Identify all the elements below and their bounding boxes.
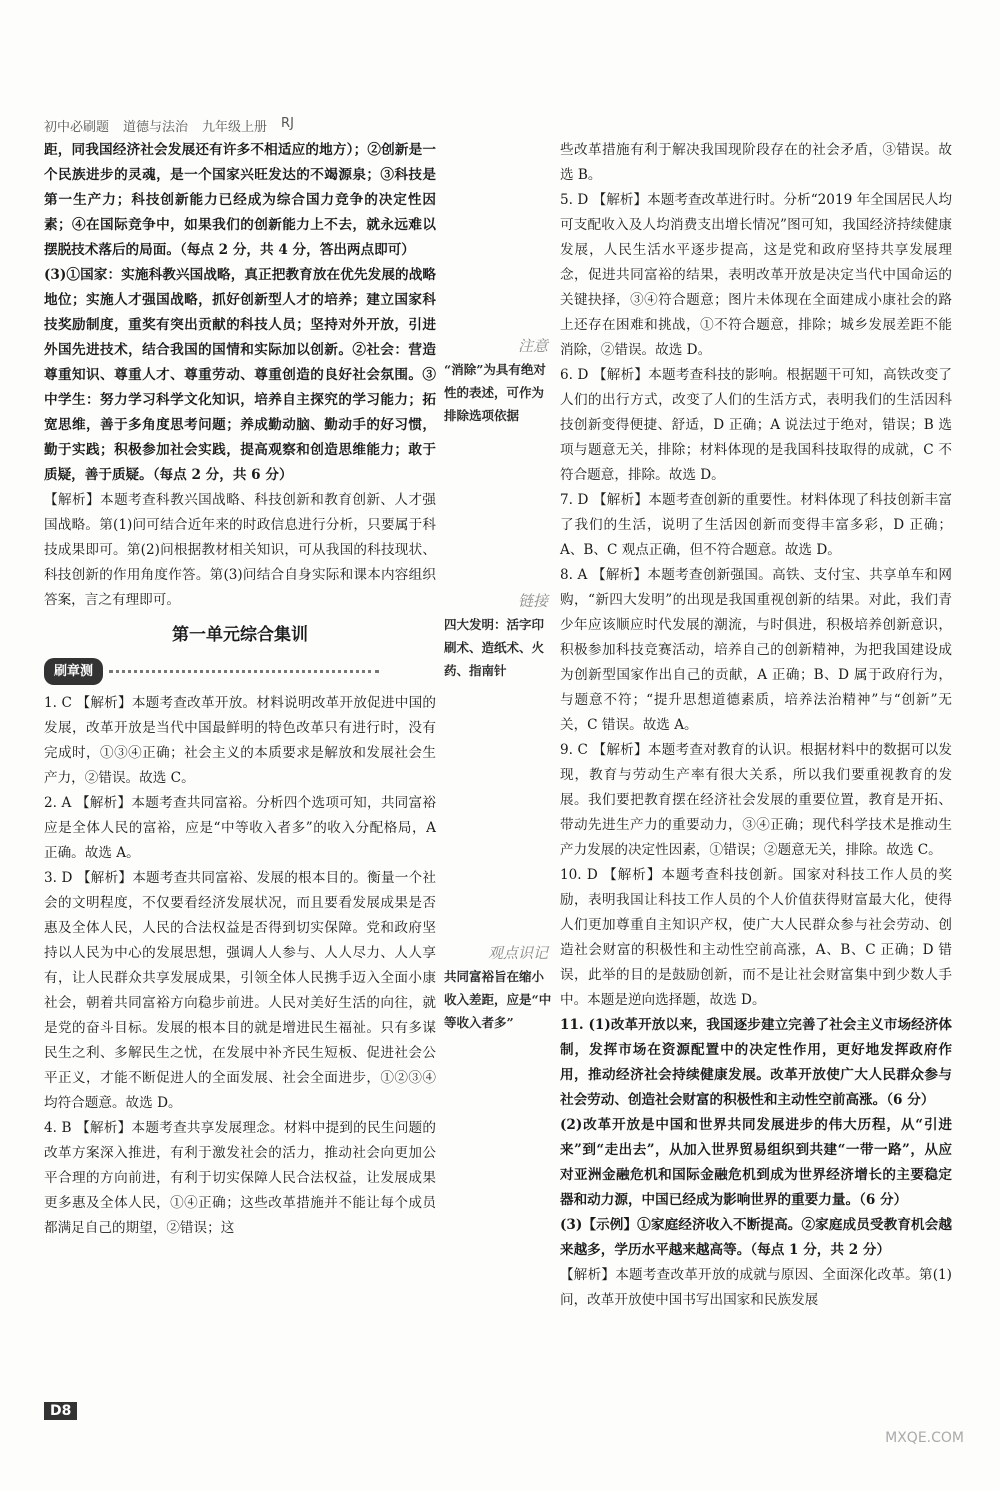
link-margin [444,590,554,682]
answer-q7: 7. D 【解析】本题考查创新的重要性。材料体现了科技创新丰富了我们的生活，说明了生活因创新而变得丰富多彩，D 正确；A、B、C 观点正确，但不符合题意。故选 D。 [560,492,952,558]
link-text: 四大发明：活字印刷术、造纸术、火药、指南针 [444,617,545,678]
answer-q11-part2: (2)改革开放是中国和世界共同发展进步的伟大历程，从“引进来”到“走出去”，从加入世界贸易组织到共建“一带一路”，从应对亚洲金融危机和国际金融危机到成为世界经济增长的主要稳定器和动力源，中国已经成为影响世界的重要力量。（6 分） [560,1117,952,1208]
answer-part-3: (3)①国家：实施科教兴国战略，真正把教育放在优先发展的战略地位；实施人才强国战略，抓好创新型人才的培养；建立国家科技奖励制度，重奖有突出贡献的科技人员；坚持对外开放，引进外国先进技术，结合我国的国情和实际加以创新。②社会：营造尊重知识、尊重人才、尊重劳动、尊重创造的良好社会氛围。③中学生：努力学习科学文化知识，培养自主探究的学习能力；拓宽思维，善于多角度思考问题；养成勤动脑、勤动手的好习惯，勤于实践；积极参加社会实践，提高观察和创造思维能力；敢于质疑，善于质疑。（每点 2 分，共 6 分） [44,267,436,483]
answer-q6: 6. D 【解析】本题考查科技的影响。根据题干可知，高铁改变了人们的出行方式，改变了人们的生活方式，表明我们的生活因科技创新变得便捷、舒适，D 正确；A 说法过于绝对，错误；B 选项与题意无关，排除；材料体现的是我国科技取得的成就，C 不符合题意，排除。故选 D。 [560,367,952,483]
note-margin [444,335,554,427]
answer-q8: 8. A 【解析】本题考查创新强国。高铁、支付宝、共享单车和网购，“新四大发明”的出现是我国重视创新的结果。对此，我们青少年应该顺应时代发展的潮流，与时俱进，积极培养创新意识，积极参加科技竞赛活动，培养自己的创新精神，为把我国建设成为创新型国家作出自己的贡献，A 正确；B、D 属于政府行为，与题意不符；“提升思想道德素质，培养法治精神”与“创新”无关，C 错误。故选 A。 [560,567,952,733]
series-name: 初中必刷题 [44,120,110,135]
page-number: D8 [44,1402,77,1420]
answer-q4: 4. B 【解析】本题考查共享发展理念。材料中提到的民生问题的改革方案深入推进，有利于激发社会的活力，推动社会向更加公平合理的方向前进，有利于切实保障人民合法权益，让发展成果更多惠及全体人民，①④正确；这些改革措施并不能让每个成员都满足自己的期望，②错误；这 [44,1120,436,1236]
answer-q1: 1. C 【解析】本题考查改革开放。材料说明改革开放促进中国的发展，改革开放是当代中国最鲜明的特色改革只有进行时，没有完成时，①③④正确；社会主义的本质要求是解放和发展社会生产力，②错误。故选 C。 [44,695,436,786]
chapter-test-badge: 刷章测 [44,658,103,685]
answer-q5: 5. D 【解析】本题考查改革进行时。分析“2019 年全国居民人均可支配收入及人均消费支出增长情况”图可知，我国经济持续健康发展，人民生活水平逐步提高，这是党和政府坚持共享发展理念，促进共同富裕的结果，表明改革开放是决定当代中国命运的关键抉择，③④符合题意；图片未体现在全面建成小康社会的路上还存在困难和挑战，①不符合题意，排除；城乡发展差距不能消除，②错误。故选 D。 [560,192,952,358]
grade-name: 九年级上册 [202,120,268,135]
viewpoint-label: 观点识记 [487,944,548,962]
analysis-paragraph: 【解析】本题考查科教兴国战略、科技创新和教育创新、人才强国战略。第(1)问可结合近年来的时政信息进行分析，只要属于科技成果即可。第(2)问根据教材相关知识，可从我国的科技现状、科技创新的作用角度作答。第(3)问结合自身实际和课本内容组织答案，言之有理即可。 [44,492,436,608]
viewpoint-margin [444,942,554,1034]
answer-q10: 10. D 【解析】本题考查科技创新。国家对科技工作人员的奖励，表明我国让科技工作人员的个人价值获得财富最大化，使得人们更加尊重自主知识产权，使广大人民群众参与社会劳动、创造社会财富的积极性和主动性空前高涨，A、B、C 正确；D 错误，此举的目的是鼓励创新，而不是让社会财富集中到少数人手中。本题是逆向选择题，故选 D。 [560,867,952,1008]
left-column [44,138,436,1241]
site-watermark: MXQE.COM [885,1430,964,1446]
dotted-divider [109,670,379,673]
section-title: 第一单元综合集训 [172,625,308,645]
answer-q4-continued: 些改革措施有利于解决我国现阶段存在的社会矛盾，③错误。故选 B。 [560,142,952,183]
note-text: “消除”为具有绝对性的表述，可作为排除选项依据 [444,362,546,423]
link-label: 链接 [517,592,548,610]
answer-q3: 3. D 【解析】本题考查共同富裕、发展的根本目的。衡量一个社会的文明程度，不仅要看经济发展状况，而且要看发展成果是否惠及全体人民，人民的合法权益是否得到切实保障。党和政府坚持以人民为中心的发展思想，强调人人参与、人人尽力、人人享有，让人民群众共享发展成果，引领全体人民携手迈入全面小康社会，朝着共同富裕方向稳步前进。人民对美好生活的向往，就是党的奋斗目标。发展的根本目的就是增进民生福祉。只有多谋民生之利、多解民生之忧，在发展中补齐民生短板、促进社会公平正义，才能不断促进人的全面发展、社会全面进步，①②③④均符合题意。故选 D。 [44,870,436,1111]
answer-part-2: 距，同我国经济社会发展还有许多不相适应的地方）；②创新是一个民族进步的灵魂，是一个国家兴旺发达的不竭源泉；③科技是第一生产力；科技创新能力已经成为综合国力竞争的决定性因素；④在国际竞争中，如果我们的创新能力上不去，就永远难以摆脱技术落后的局面。（每点 2 分，共 4 分，答出两点即可） [44,142,436,258]
answer-q11-part3: (3)【示例】①家庭经济收入不断提高。②家庭成员受教育机会越来越多，学历水平越来越高等。（每点 1 分，共 2 分） [560,1217,952,1258]
right-column [560,138,952,1313]
running-header [44,116,294,135]
chapter-test-banner [44,658,436,685]
answer-q11-analysis: 【解析】本题考查改革开放的成就与原因、全面深化改革。第(1)问，改革开放使中国书写出国家和民族发展 [560,1267,952,1308]
subject-name: 道德与法治 [123,120,189,135]
note-label: 注意 [517,337,548,355]
answer-q11-part1: 11. (1)改革开放以来，我国逐步建立完善了社会主义市场经济体制，发挥市场在资源配置中的决定性作用，更好地发挥政府作用，推动经济社会持续健康发展。改革开放使广大人民群众参与社会劳动、创造社会财富的积极性和主动性空前高涨。（6 分） [560,1017,952,1108]
edition-name: RJ [281,116,294,131]
answer-q9: 9. C 【解析】本题考查对教育的认识。根据材料中的数据可以发现，教育与劳动生产率有很大关系，所以我们要重视教育的发展。我们要把教育摆在经济社会发展的重要位置，教育是开拓、带动先进生产力的重要动力，③④正确；现代科学技术是推动生产力发展的决定性因素，①错误；②题意无关，排除。故选 C。 [560,742,952,858]
viewpoint-text: 共同富裕旨在缩小收入差距，应是“中等收入者多” [444,969,552,1030]
answer-q2: 2. A 【解析】本题考查共同富裕。分析四个选项可知，共同富裕应是全体人民的富裕，应是“中等收入者多”的收入分配格局，A 正确。故选 A。 [44,795,436,861]
